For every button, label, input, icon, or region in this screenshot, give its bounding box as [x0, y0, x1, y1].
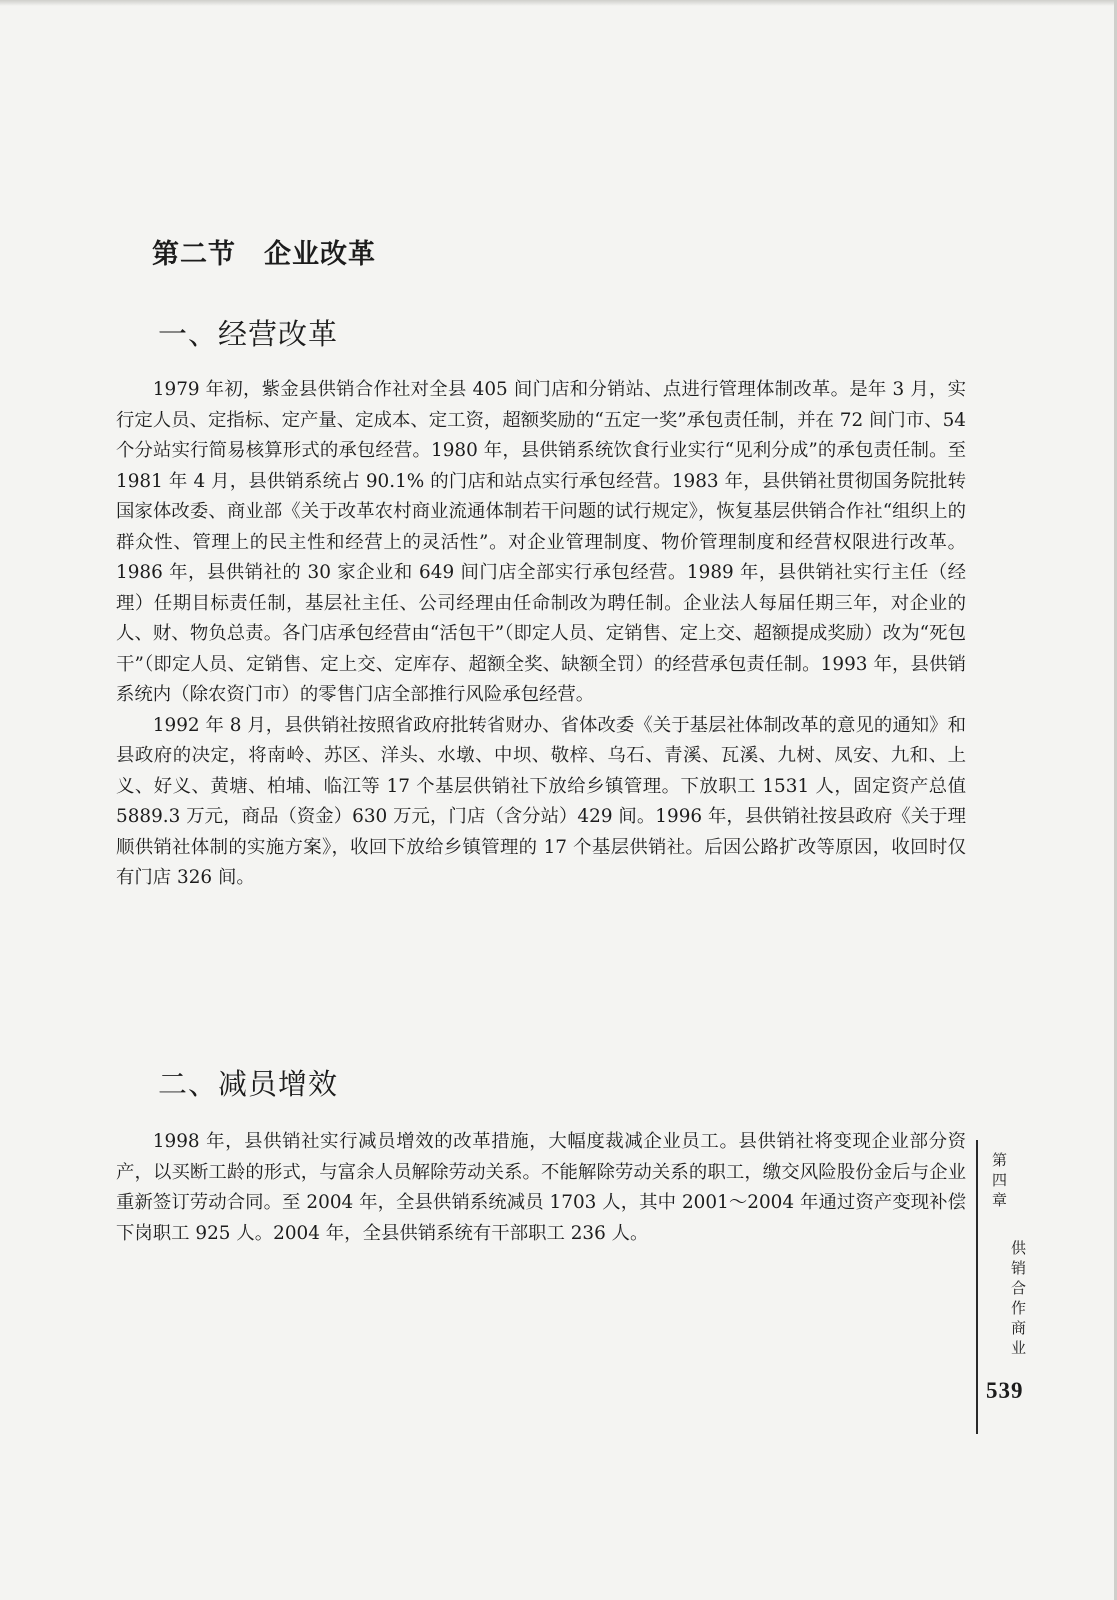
page-top-edge — [0, 0, 1117, 6]
margin-tab-chapter: 第四章 — [990, 1152, 1008, 1212]
page-number: 539 — [986, 1378, 1024, 1403]
subsection-body-business-reform — [116, 375, 966, 894]
subsection-body-staff-reduction — [116, 1127, 966, 1249]
margin-tab-rule — [976, 1140, 978, 1434]
section-title: 第二节 企业改革 — [152, 239, 376, 270]
paragraph: 1979 年初，紫金县供销合作社对全县 405 间门店和分销站、点进行管理体制改革。是年 3 月，实行定人员、定指标、定产量、定成本、定工资，超额奖励的“五定一奖”承包责任制，并在 72 间门市、54 个分站实行简易核算形式的承包经营。1980 年，县供销系统饮食行业实行“见利分成”的承包责任制。至 1981 年 4 月，县供销系统占 90.1% 的门店和站点实行承包经营。1983 年，县供销社贯彻国务院批转国家体改委、商业部《关于改革农村商业流通体制若干问题的试行规定》，恢复基层供销合作社“组织上的群众性、管理上的民主性和经营上的灵活性”。对企业管理制度、物价管理制度和经营权限进行改革。1986 年，县供销社的 30 家企业和 649 间门店全部实行承包经营。1989 年，县供销社实行主任（经理）任期目标责任制，基层社主任、公司经理由任命制改为聘任制。企业法人每届任期三年，对企业的人、财、物负总责。各门店承包经营由“活包干”（即定人员、定销售、定上交、超额提成奖励）改为“死包干”（即定人员、定销售、定上交、定库存、超额全奖、缺额全罚）的经营承包责任制。1993 年，县供销系统内（除农资门市）的零售门店全部推行风险承包经营。 — [116, 379, 966, 705]
paragraph: 1992 年 8 月，县供销社按照省政府批转省财办、省体改委《关于基层社体制改革的意见的通知》和县政府的决定，将南岭、苏区、洋头、水墩、中坝、敬梓、乌石、青溪、瓦溪、九树、凤安、九和、上义、好义、黄塘、柏埔、临江等 17 个基层供销社下放给乡镇管理。下放职工 1531 人，固定资产总值 5889.3 万元，商品（资金）630 万元，门店（含分站）429 间。1996 年，县供销社按县政府《关于理顺供销社体制的实施方案》，收回下放给乡镇管理的 17 个基层供销社。后因公路扩改等原因，收回时仅有门店 326 间。 — [116, 714, 966, 888]
subsection-heading-business-reform: 一、经营改革 — [158, 317, 339, 351]
paragraph: 1998 年，县供销社实行减员增效的改革措施，大幅度裁减企业员工。县供销社将变现企业部分资产，以买断工龄的形式，与富余人员解除劳动关系。不能解除劳动关系的职工，缴交风险股份金后与企业重新签订劳动合同。至 2004 年，全县供销系统减员 1703 人，其中 2001～2004 年通过资产变现补偿下岗职工 925 人。2004 年，全县供销系统有干部职工 236 人。 — [116, 1131, 966, 1244]
subsection-heading-staff-reduction: 二、减员增效 — [158, 1067, 339, 1101]
margin-tab-title: 供销合作商业 — [1009, 1240, 1027, 1360]
